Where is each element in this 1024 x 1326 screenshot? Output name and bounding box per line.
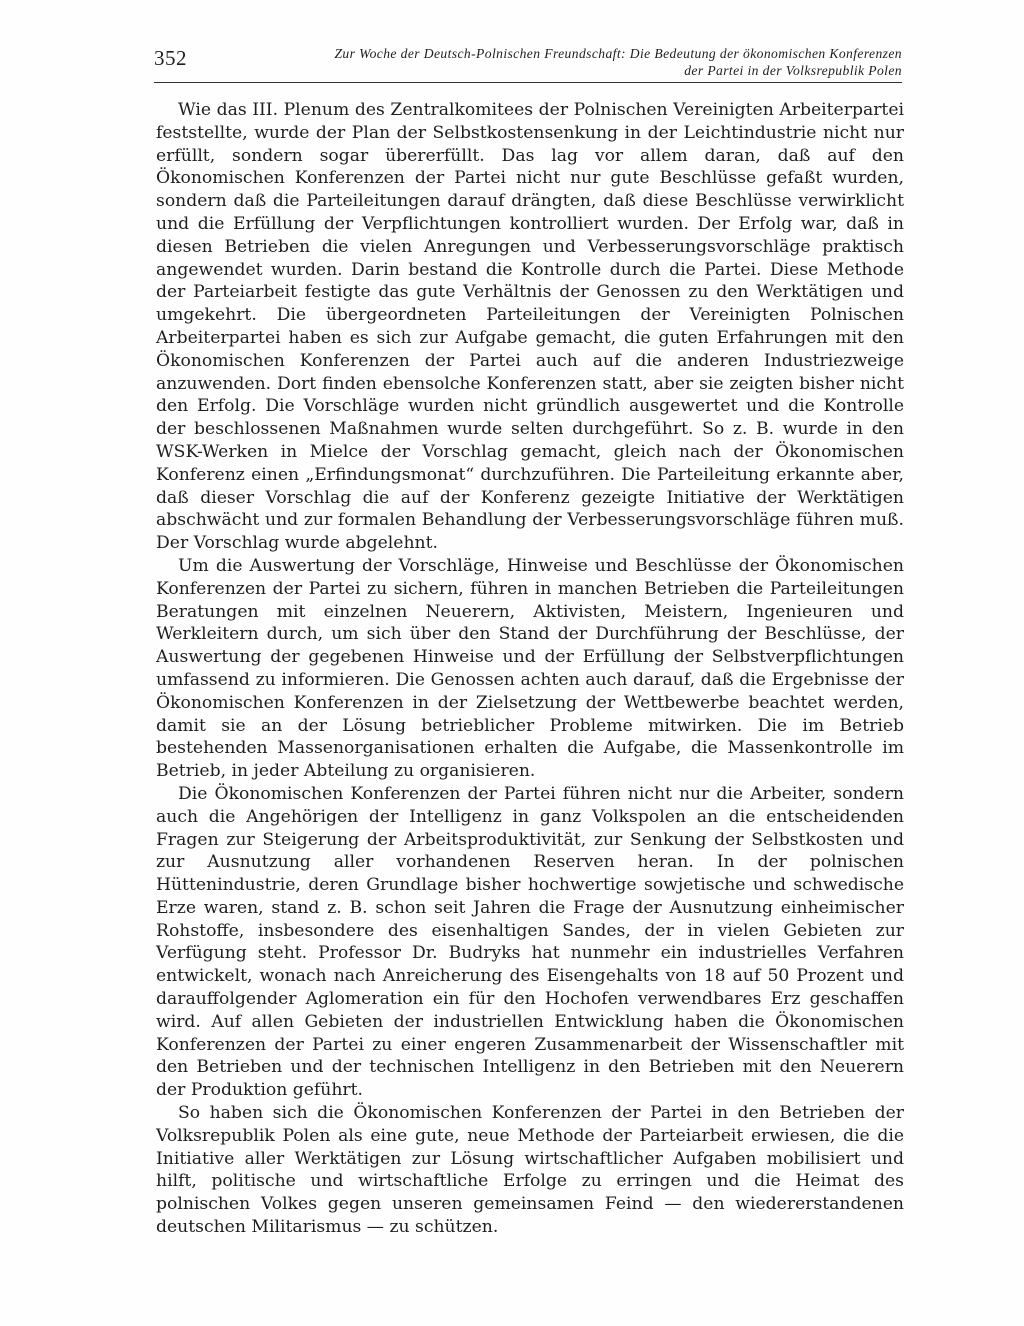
paragraph-3: Die Ökonomischen Konferenzen der Partei führen nicht nur die Arbeiter, sondern auch die Angehörigen der Intelligenz in ganz Volkspolen an die entscheidenden Fragen zur Steigerung der Arbeitsproduktivität, zur Senkung der Selbstkosten und zur Ausnutzung aller vorhandenen Reserven heran. In der polnischen Hüttenindustrie, deren Grundlage bisher hochwertige sowjetische und schwedische Erze waren, stand z. B. schon seit Jahren die Frage der Ausnutzung einheimischer Rohstoffe, insbesondere des eisenhaltigen Sandes, der in vielen Gebieten zur Verfügung steht. Professor Dr. Budryks hat nunmehr ein industrielles Verfahren entwickelt, wonach nach Anreicherung des Eisengehalts von 18 auf 50 Prozent und darauffolgender Aglomeration ein für den Hochofen verwendbares Erz geschaffen wird. Auf allen Gebieten der industriellen Entwicklung haben die Ökonomischen Konferenzen der Partei zu einer engeren Zusammenarbeit der Wissenschaftler mit den Betrieben und der technischen Intelligenz in den Betrieben mit den Neuerern der Produktion geführt. xyxy=(156,783,904,1101)
page-number: 352 xyxy=(154,46,187,70)
article-body xyxy=(156,99,904,1239)
running-title xyxy=(222,45,902,79)
header-rule xyxy=(154,82,902,83)
page-header xyxy=(154,42,902,82)
paragraph-4: So haben sich die Ökonomischen Konferenzen der Partei in den Betrieben der Volksrepublik Polen als eine gute, neue Methode der Parteiarbeit erwiesen, die die Initiative aller Werktätigen zur Lösung wirtschaftlicher Aufgaben mobilisiert und hilft, politische und wirtschaftliche Erfolge zu erringen und die Heimat des polnischen Volkes gegen unseren gemeinsamen Feind — den wiedererstandenen deutschen Militarismus — zu schützen. xyxy=(156,1103,904,1238)
running-title-line-2: der Partei in der Volksrepublik Polen xyxy=(684,63,902,78)
running-title-line-1: Zur Woche der Deutsch-Polnischen Freundschaft: Die Bedeutung der ökonomischen Konferenzen xyxy=(334,46,902,61)
paragraph-1: Wie das III. Plenum des Zentralkomitees der Polnischen Vereinigten Arbeiterpartei feststellte, wurde der Plan der Selbstkostensenkung in der Leichtindustrie nicht nur erfüllt, sondern sogar übererfüllt. Das lag vor allem daran, daß auf den Ökonomischen Konferenzen der Partei nicht nur gute Beschlüsse gefaßt wurden, sondern daß die Parteileitungen darauf drängten, daß diese Beschlüsse verwirklicht und die Erfüllung der Verpflichtungen kontrolliert wurden. Der Erfolg war, daß in diesen Betrieben die vielen Anregungen und Verbesserungsvorschläge praktisch angewendet wurden. Darin bestand die Kontrolle durch die Partei. Diese Methode der Parteiarbeit festigte das gute Verhältnis der Genossen zu den Werktätigen und umgekehrt. Die übergeordneten Parteileitungen der Vereinigten Polnischen Arbeiterpartei haben es sich zur Aufgabe gemacht, die guten Erfahrungen mit den Ökonomischen Konferenzen der Partei auch auf die anderen Industriezweige anzuwenden. Dort finden ebensolche Konferenzen statt, aber sie zeigten bisher nicht den Erfolg. Die Vorschläge wurden nicht gründlich ausgewertet und die Kontrolle der beschlossenen Maßnahmen wurde selten durchgeführt. So z. B. wurde in den WSK-Werken in Mielce der Vorschlag gemacht, gleich nach der Ökonomischen Konferenz einen „Erfindungsmonat“ durchzuführen. Die Parteileitung erkannte aber, daß dieser Vorschlag die auf der Konferenz gezeigte Initiative der Werktätigen abschwächt und zur formalen Behandlung der Verbesserungsvorschläge führen muß. Der Vorschlag wurde abgelehnt. xyxy=(156,100,904,554)
paragraph-2: Um die Auswertung der Vorschläge, Hinweise und Beschlüsse der Ökonomischen Konferenzen der Partei zu sichern, führen in manchen Betrieben die Parteileitungen Beratungen mit einzelnen Neuerern, Aktivisten, Meistern, Ingenieuren und Werkleitern durch, um sich über den Stand der Durchführung der Beschlüsse, der Auswertung der gegebenen Hinweise und der Erfüllung der Selbstverpflichtungen umfassend zu informieren. Die Genossen achten auch darauf, daß die Ergebnisse der Ökonomischen Konferenzen in der Zielsetzung der Wettbewerbe beachtet werden, damit sie an der Lösung betrieblicher Probleme mitwirken. Die im Betrieb bestehenden Massenorganisationen erhalten die Aufgabe, die Massenkontrolle im Betrieb, in jeder Abteilung zu organisieren. xyxy=(156,555,904,782)
